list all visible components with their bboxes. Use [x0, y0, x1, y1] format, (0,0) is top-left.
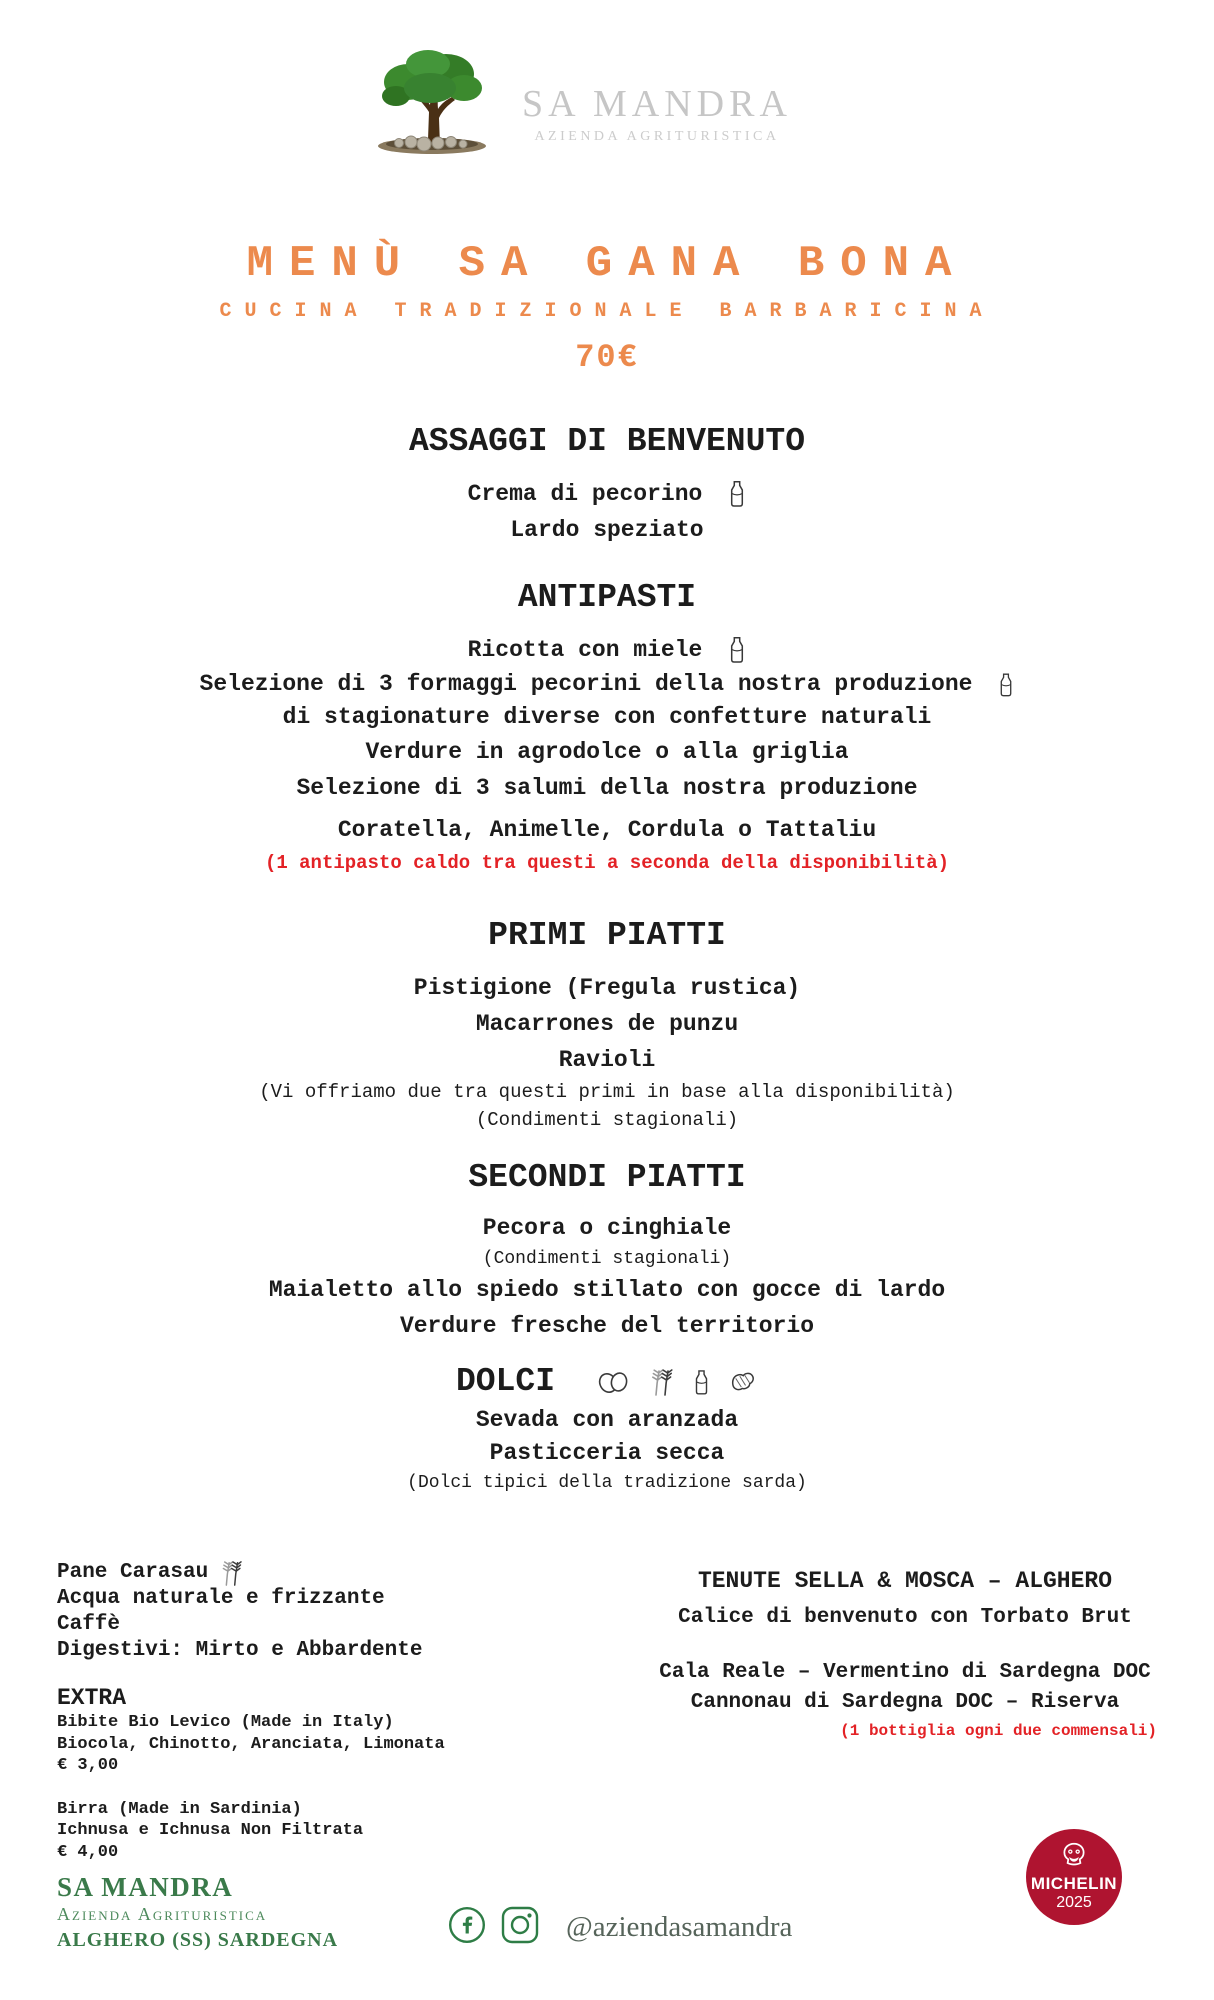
restaurant-logo	[366, 46, 792, 158]
section-title-assaggi: ASSAGGI DI BENVENUTO	[408, 423, 806, 460]
menu-item-label: Selezione di 3 formaggi pecorini della nostra produzione	[199, 671, 973, 697]
menu-title-block	[0, 238, 1214, 376]
section-title-antipasti: ANTIPASTI	[517, 579, 697, 616]
extra-title: EXTRA	[57, 1685, 127, 1711]
availability-note: (Vi offriamo due tra questi primi in base alla disponibilità)	[259, 1081, 955, 1103]
michelin-man-icon	[1058, 1842, 1090, 1875]
included-item: Digestivi: Mirto e Abbardente	[57, 1639, 423, 1662]
milk-icon	[998, 672, 1014, 698]
wine-item: Cala Reale – Vermentino di Sardegna DOC	[659, 1661, 1151, 1684]
availability-note: (1 antipasto caldo tra questi a seconda della disponibilità)	[264, 852, 950, 874]
extra-price: € 3,00	[57, 1756, 119, 1775]
extra-price: € 4,00	[57, 1842, 119, 1862]
olive-tree-icon	[366, 46, 498, 158]
instagram-icon	[500, 1906, 540, 1949]
extra-line: Birra (Made in Sardinia)	[57, 1799, 302, 1819]
tradition-note: (Dolci tipici della tradizione sarda)	[407, 1473, 807, 1493]
menu-price: 70€	[575, 339, 639, 376]
extra-line: Biocola, Chinotto, Aranciata, Limonata	[57, 1734, 445, 1754]
milk-icon	[693, 1369, 710, 1396]
included-and-extra-panel	[57, 1560, 445, 1863]
menu-item	[0, 476, 1214, 512]
nuts-icon	[728, 1370, 758, 1394]
menu-item-label: Ricotta con miele	[467, 637, 703, 663]
winery-title: TENUTE SELLA & MOSCA – ALGHERO	[697, 1568, 1113, 1594]
milk-icon	[728, 636, 746, 664]
michelin-label: MICHELIN	[1030, 1874, 1118, 1893]
wheat-icon	[647, 1367, 675, 1397]
menu-item: Verdure in agrodolce o alla griglia	[365, 739, 849, 765]
footer-brand-name: SA MANDRA	[57, 1872, 234, 1902]
michelin-2025-badge	[1026, 1829, 1122, 1925]
menu-item: Coratella, Animelle, Cordula o Tattaliu	[337, 817, 877, 843]
menu-item: Sevada con aranzada	[475, 1407, 739, 1433]
social-handle: @aziendasamandra	[566, 1911, 793, 1943]
section-title-secondi: SECONDI PIATTI	[468, 1159, 746, 1196]
section-title-primi: PRIMI PIATTI	[488, 917, 726, 954]
wine-item: Cannonau di Sardegna DOC – Riserva	[690, 1691, 1120, 1714]
footer-brand-block	[57, 1872, 338, 1954]
seasoning-note: (Condimenti stagionali)	[475, 1109, 739, 1131]
milk-icon	[728, 480, 746, 508]
menu-item: Lardo speziato	[510, 517, 704, 543]
welcome-wine: Calice di benvenuto con Torbato Brut	[678, 1606, 1132, 1629]
logo-brand-name: SA MANDRA	[522, 83, 792, 125]
menu-item-label: di stagionature diverse con confetture naturali	[282, 704, 932, 730]
extra-line: Bibite Bio Levico (Made in Italy)	[57, 1713, 394, 1732]
dolci-allergen-icons	[597, 1367, 758, 1397]
wheat-icon	[218, 1560, 244, 1586]
menu-item-label: Crema di pecorino	[467, 481, 703, 507]
menu-item	[0, 632, 1214, 668]
wine-pairing-panel	[645, 1566, 1165, 1744]
footer-location: ALGHERO (SS) SARDEGNA	[57, 1929, 339, 1951]
social-block	[448, 1906, 792, 1949]
michelin-year: 2025	[1056, 1894, 1092, 1911]
extra-line: Ichnusa e Ichnusa Non Filtrata	[57, 1821, 364, 1840]
menu-item: Pasticceria secca	[489, 1440, 725, 1466]
menu-item	[0, 668, 1214, 734]
bottle-note: (1 bottiglia ogni due commensali)	[840, 1722, 1157, 1740]
menu-item: Verdure fresche del territorio	[399, 1313, 815, 1339]
included-item	[57, 1560, 445, 1586]
menu-item: Ravioli	[558, 1047, 656, 1073]
footer-brand-tagline: Azienda Agrituristica	[57, 1904, 268, 1924]
included-item: Acqua naturale e frizzante	[57, 1587, 385, 1610]
egg-icon	[597, 1369, 629, 1395]
seasoning-note: (Condimenti stagionali)	[482, 1249, 732, 1269]
menu-body	[0, 420, 1214, 1496]
menu-item: Selezione di 3 salumi della nostra produzione	[296, 775, 918, 801]
menu-item: Pecora o cinghiale	[482, 1215, 732, 1241]
menu-item: Maialetto allo spiedo stillato con gocce di lardo	[268, 1277, 946, 1303]
included-item: Caffè	[57, 1613, 121, 1636]
menu-item: Macarrones de punzu	[475, 1011, 739, 1037]
included-item-label: Pane Carasau	[57, 1561, 209, 1584]
facebook-icon	[448, 1906, 486, 1949]
section-title-dolci: DOLCI	[455, 1363, 556, 1400]
menu-subtitle: CUCINA TRADIZIONALE BARBARICINA	[219, 300, 995, 323]
logo-tagline: AZIENDA AGRITURISTICA	[534, 129, 780, 144]
menu-item: Pistigione (Fregula rustica)	[413, 975, 801, 1001]
menu-title: MENÙ SA GANA BONA	[246, 239, 968, 289]
